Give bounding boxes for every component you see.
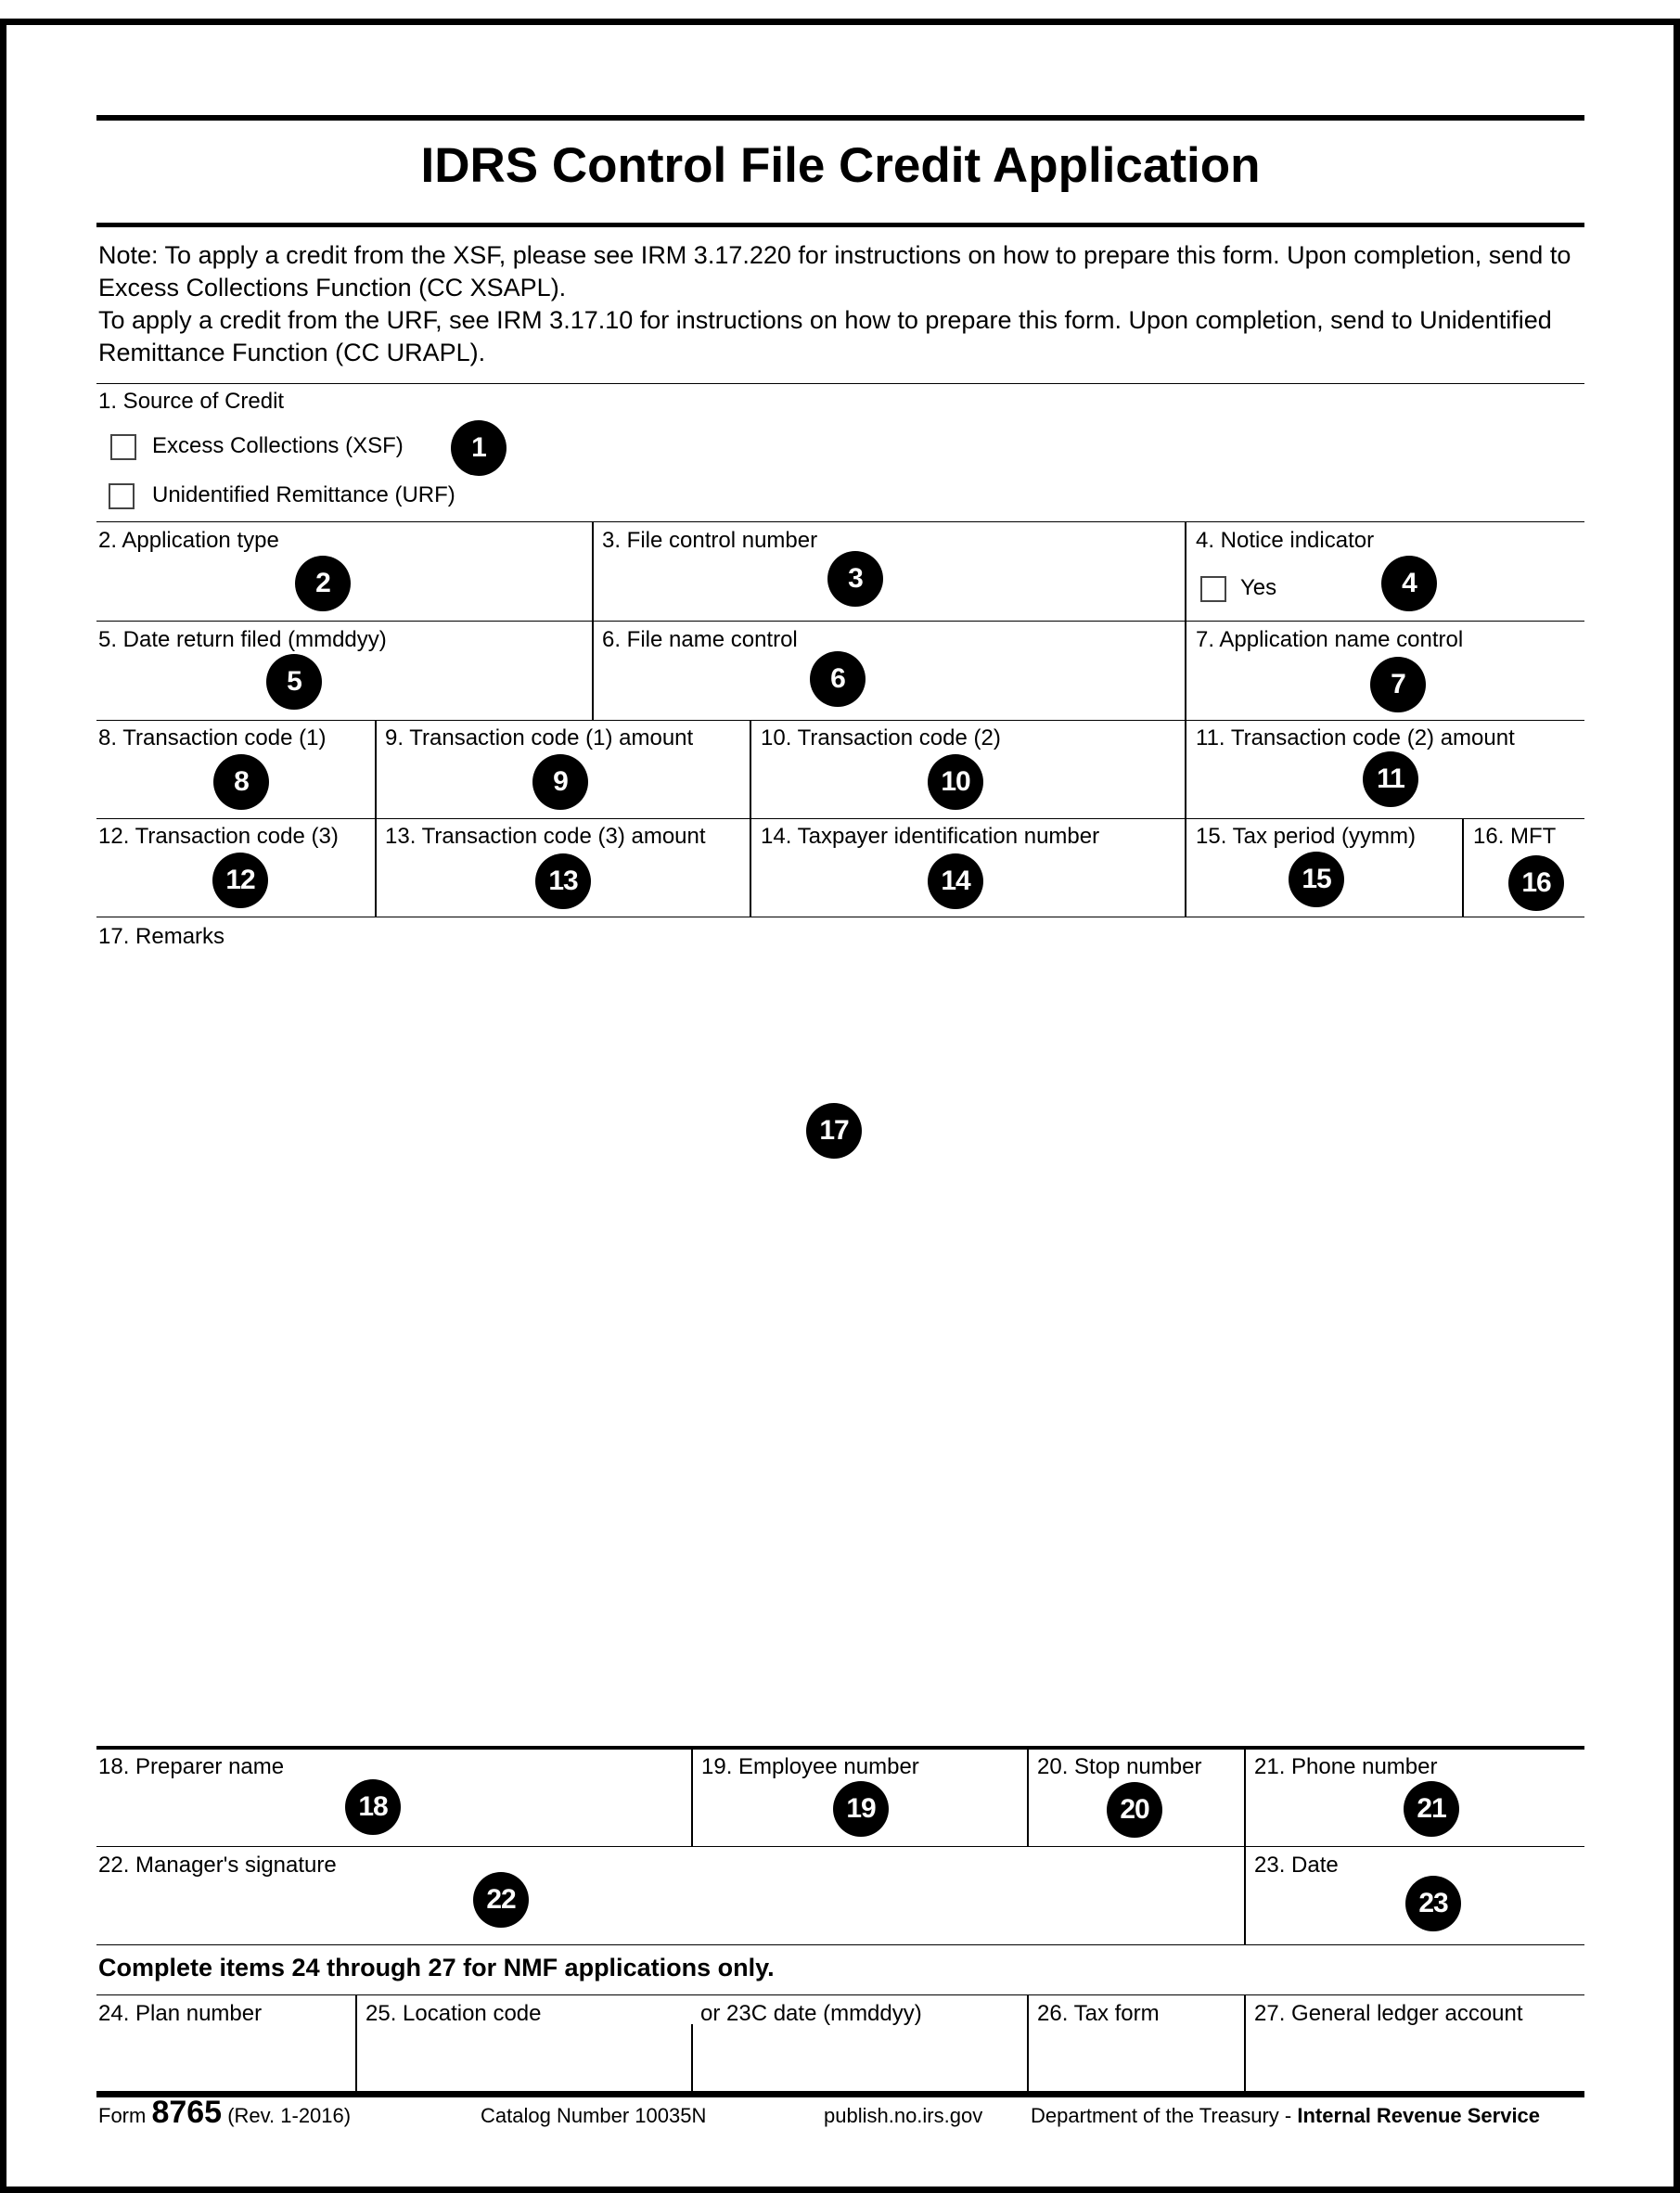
row-rule xyxy=(96,521,1584,522)
note-xsf: Note: To apply a credit from the XSF, please see IRM 3.17.220 for instructions on how to prepare this form. Upon completion, send to Excess Collections Function (CC XSAPL). xyxy=(98,241,1571,301)
callout-badge-12: 12 xyxy=(212,853,268,908)
divider xyxy=(691,1748,693,1846)
stop-number-label: 20. Stop number xyxy=(1037,1754,1202,1779)
callout-badge-10: 10 xyxy=(928,754,983,810)
callout-badge-23: 23 xyxy=(1405,1876,1461,1931)
file-name-control-label: 6. File name control xyxy=(602,627,798,652)
callout-badge-7: 7 xyxy=(1370,657,1426,712)
xsf-checkbox[interactable] xyxy=(110,434,136,460)
note-rule xyxy=(96,383,1584,384)
row-rule xyxy=(96,1846,1584,1847)
divider xyxy=(1027,1748,1029,1846)
footer-rule xyxy=(96,2091,1584,2097)
callout-badge-9: 9 xyxy=(532,754,588,810)
taxpayer-id-number-label: 14. Taxpayer identification number xyxy=(761,824,1100,849)
callout-badge-16: 16 xyxy=(1508,855,1564,911)
row-rule xyxy=(96,818,1584,819)
form-revision: (Rev. 1-2016) xyxy=(227,2104,352,2127)
divider xyxy=(691,2024,693,2093)
callout-badge-17: 17 xyxy=(806,1103,862,1159)
application-name-control-label: 7. Application name control xyxy=(1196,627,1464,652)
department-name: Department of the Treasury - xyxy=(1031,2104,1298,2127)
publish-site: publish.no.irs.gov xyxy=(824,2104,983,2127)
plan-number-label: 24. Plan number xyxy=(98,2001,263,2026)
callout-badge-3: 3 xyxy=(827,551,883,607)
callout-badge-4: 4 xyxy=(1381,556,1437,611)
catalog-number: Catalog Number 10035N xyxy=(481,2104,707,2127)
tax-period-label: 15. Tax period (yymm) xyxy=(1196,824,1416,849)
row-rule xyxy=(96,1994,1584,1995)
callout-badge-18: 18 xyxy=(345,1779,401,1835)
divider xyxy=(592,621,594,720)
form-title: IDRS Control File Credit Application xyxy=(420,138,1261,193)
transaction-code-2-amount-label: 11. Transaction code (2) amount xyxy=(1196,725,1515,750)
section-rule xyxy=(96,1746,1584,1750)
callout-badge-6: 6 xyxy=(810,651,866,707)
mft-label: 16. MFT xyxy=(1473,824,1557,849)
instructions-note xyxy=(98,239,1583,369)
nmf-heading: Complete items 24 through 27 for NMF applications only. xyxy=(98,1954,775,1981)
form-number: 8765 xyxy=(151,2095,223,2130)
xsf-option-label: Excess Collections (XSF) xyxy=(152,433,404,458)
callout-badge-11: 11 xyxy=(1363,751,1418,807)
callout-badge-22: 22 xyxy=(473,1872,529,1928)
phone-number-label: 21. Phone number xyxy=(1254,1754,1438,1779)
notice-yes-checkbox[interactable] xyxy=(1200,576,1226,602)
callout-badge-2: 2 xyxy=(295,556,351,611)
department xyxy=(1031,2102,1540,2130)
tax-form-label: 26. Tax form xyxy=(1037,2001,1160,2026)
agency-name: Internal Revenue Service xyxy=(1297,2104,1541,2127)
row-rule xyxy=(96,1944,1584,1945)
callout-badge-5: 5 xyxy=(266,654,322,710)
transaction-code-3-label: 12. Transaction code (3) xyxy=(98,824,339,849)
row-rule xyxy=(96,720,1584,721)
callout-badge-8: 8 xyxy=(213,754,269,810)
title-rule xyxy=(96,223,1584,227)
notice-indicator-label: 4. Notice indicator xyxy=(1196,528,1375,553)
transaction-code-1-amount-label: 9. Transaction code (1) amount xyxy=(385,725,694,750)
form-id xyxy=(98,2095,352,2130)
remarks-area[interactable] xyxy=(96,952,1584,1740)
file-control-number-label: 3. File control number xyxy=(602,528,818,553)
remarks-label: 17. Remarks xyxy=(98,924,225,949)
divider xyxy=(592,521,594,621)
callout-badge-13: 13 xyxy=(535,853,591,909)
source-of-credit-label: 1. Source of Credit xyxy=(98,389,285,414)
top-rule xyxy=(96,115,1584,121)
callout-badge-19: 19 xyxy=(833,1781,889,1837)
callout-badge-15: 15 xyxy=(1289,852,1344,907)
divider xyxy=(1027,1994,1029,2093)
23c-date-label: or 23C date (mmddyy) xyxy=(700,2001,922,2026)
divider xyxy=(1462,818,1464,917)
notice-yes-label: Yes xyxy=(1240,575,1277,600)
date-return-filed-label: 5. Date return filed (mmddyy) xyxy=(98,627,387,652)
managers-signature-label: 22. Manager's signature xyxy=(98,1853,337,1878)
transaction-code-2-label: 10. Transaction code (2) xyxy=(761,725,1001,750)
transaction-code-1-label: 8. Transaction code (1) xyxy=(98,725,327,750)
callout-badge-1: 1 xyxy=(451,420,507,476)
note-urf: To apply a credit from the URF, see IRM 3.17.10 for instructions on how to prepare this form. Upon completion, send to Unidentified Remittance Function (CC URAPL). xyxy=(98,306,1552,366)
general-ledger-account-label: 27. General ledger account xyxy=(1254,2001,1523,2026)
urf-checkbox[interactable] xyxy=(109,483,135,509)
application-type-label: 2. Application type xyxy=(98,528,279,553)
urf-option-label: Unidentified Remittance (URF) xyxy=(152,482,455,507)
transaction-code-3-amount-label: 13. Transaction code (3) amount xyxy=(385,824,706,849)
row-rule xyxy=(96,621,1584,622)
form-prefix: Form xyxy=(98,2104,147,2127)
divider xyxy=(355,1994,357,2093)
employee-number-label: 19. Employee number xyxy=(701,1754,919,1779)
preparer-name-label: 18. Preparer name xyxy=(98,1754,285,1779)
callout-badge-14: 14 xyxy=(928,853,983,909)
date-label: 23. Date xyxy=(1254,1853,1339,1878)
divider xyxy=(1244,1994,1246,2093)
location-code-label: 25. Location code xyxy=(365,2001,542,2026)
divider xyxy=(1185,521,1186,917)
callout-badge-21: 21 xyxy=(1404,1781,1459,1837)
callout-badge-20: 20 xyxy=(1107,1782,1162,1838)
